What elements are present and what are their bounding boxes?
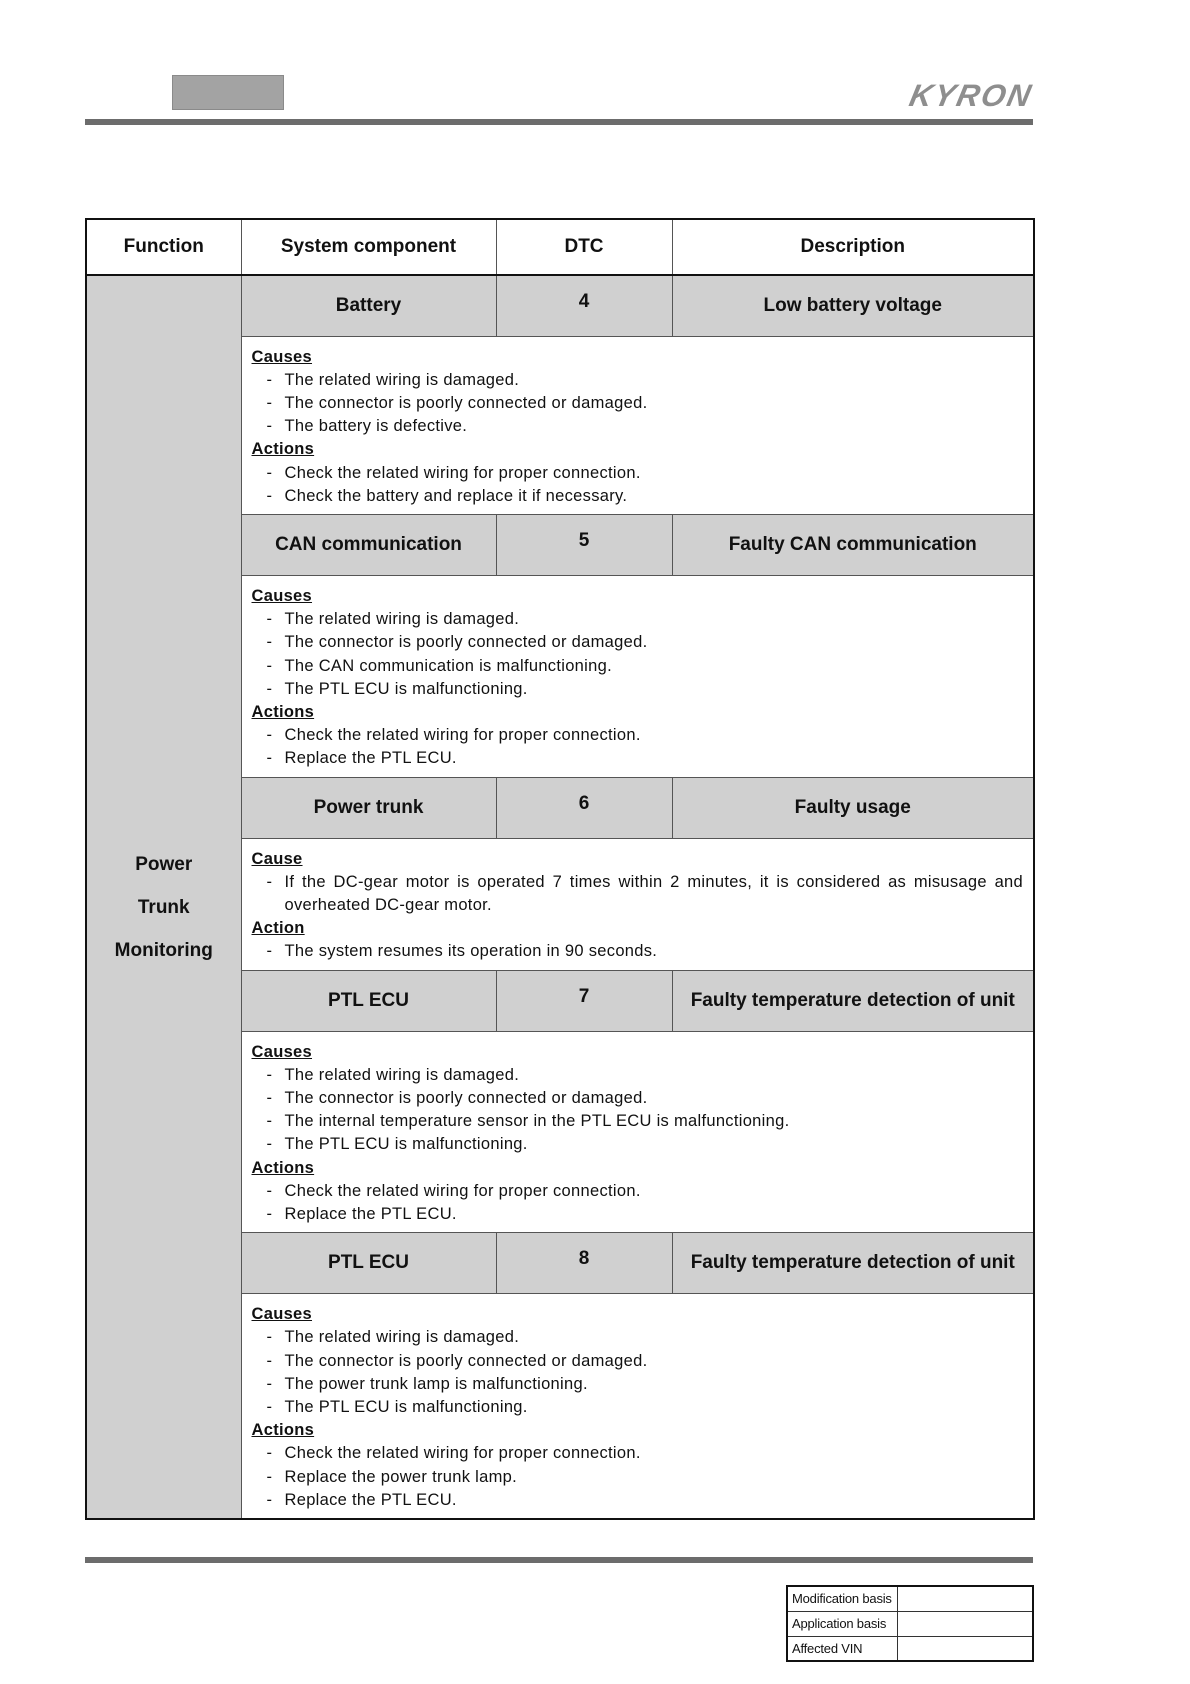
action-item: - Replace the PTL ECU. [252,1203,1024,1226]
cause-item: - If the DC-gear motor is operated 7 times within 2 minutes, it is considered as misusage and overheated DC-gear motor. [252,871,1024,917]
affected-vin-value [897,1636,1033,1661]
modification-row [787,1586,1033,1611]
detail-cell [241,575,1034,777]
dtc-code-cell: 8 [496,1233,672,1294]
description-cell: Faulty temperature detection of unit [672,970,1034,1031]
cause-item: - The connector is poorly connected or damaged. [252,1087,1024,1110]
modification-row [787,1611,1033,1636]
component-cell: Battery [241,275,496,336]
action-item: - Replace the PTL ECU. [252,747,1024,770]
action-item: - Replace the PTL ECU. [252,1489,1024,1512]
cause-item: - The connector is poorly connected or damaged. [252,631,1024,654]
causes-heading: Causes [251,1305,313,1324]
application-basis-value [897,1611,1033,1636]
header-gray-box [172,75,284,110]
function-cell [86,275,241,1519]
dtc-code-cell: 5 [496,514,672,575]
component-cell: CAN communication [241,514,496,575]
detail-cell [241,838,1034,970]
detail-cell [241,1294,1034,1519]
cause-item: - The connector is poorly connected or damaged. [252,392,1024,415]
cause-item: - The PTL ECU is malfunctioning. [252,1396,1024,1419]
actions-heading: Actions [251,702,315,721]
cause-item: - The internal temperature sensor in the PTL ECU is malfunctioning. [252,1110,1024,1133]
cause-item: - The related wiring is damaged. [252,1064,1024,1087]
cause-item: - The related wiring is damaged. [252,608,1024,631]
action-item: - Check the related wiring for proper connection. [252,724,1024,747]
affected-vin-label: Affected VIN [787,1636,897,1661]
cause-item: - The connector is poorly connected or damaged. [252,1350,1024,1373]
actions-heading: Actions [251,1421,315,1440]
cause-item: - The CAN communication is malfunctioning. [252,655,1024,678]
causes-heading: Causes [251,586,313,605]
action-item: - Check the related wiring for proper connection. [252,462,1024,485]
description-cell: Faulty temperature detection of unit [672,1233,1034,1294]
description-cell: Faulty usage [672,777,1034,838]
kyron-logo: KYRON [906,78,1036,113]
cause-item: - The related wiring is damaged. [252,369,1024,392]
cause-item: - The battery is defective. [252,415,1024,438]
actions-heading: Action [251,919,305,938]
causes-heading: Causes [251,347,313,366]
dtc-code-cell: 7 [496,970,672,1031]
header-description: Description [672,219,1034,275]
causes-heading: Causes [251,1042,313,1061]
function-line: Trunk [137,896,190,918]
cause-item: - The related wiring is damaged. [252,1326,1024,1349]
detail-cell [241,1031,1034,1233]
action-item: - Check the related wiring for proper connection. [252,1442,1024,1465]
header-function: Function [86,219,241,275]
header-dtc: DTC [496,219,672,275]
cause-item: - The power trunk lamp is malfunctioning. [252,1373,1024,1396]
cause-item: - The PTL ECU is malfunctioning. [252,678,1024,701]
description-cell: Low battery voltage [672,275,1034,336]
detail-cell [241,336,1034,514]
header-system-component: System component [241,219,496,275]
description-cell: Faulty CAN communication [672,514,1034,575]
function-line: Power [135,853,193,875]
actions-heading: Actions [251,440,315,459]
dtc-code-cell: 6 [496,777,672,838]
table-header-row [86,219,1034,275]
component-cell: PTL ECU [241,970,496,1031]
modification-table [786,1585,1034,1662]
function-line: Monitoring [114,939,213,961]
action-item: - The system resumes its operation in 90 seconds. [252,940,1024,963]
cause-item: - The PTL ECU is malfunctioning. [252,1133,1024,1156]
modification-row [787,1636,1033,1661]
action-item: - Check the battery and replace it if necessary. [252,485,1024,508]
application-basis-label: Application basis [787,1611,897,1636]
footer-rule [85,1557,1033,1563]
dtc-row [86,275,1034,336]
actions-heading: Actions [251,1158,315,1177]
action-item: - Check the related wiring for proper connection. [252,1180,1024,1203]
causes-heading: Cause [251,849,303,868]
dtc-code-cell: 4 [496,275,672,336]
dtc-table [85,218,1035,1520]
component-cell: Power trunk [241,777,496,838]
header-rule [85,119,1033,125]
modification-basis-value [897,1586,1033,1611]
action-item: - Replace the power trunk lamp. [252,1466,1024,1489]
modification-basis-label: Modification basis [787,1586,897,1611]
component-cell: PTL ECU [241,1233,496,1294]
